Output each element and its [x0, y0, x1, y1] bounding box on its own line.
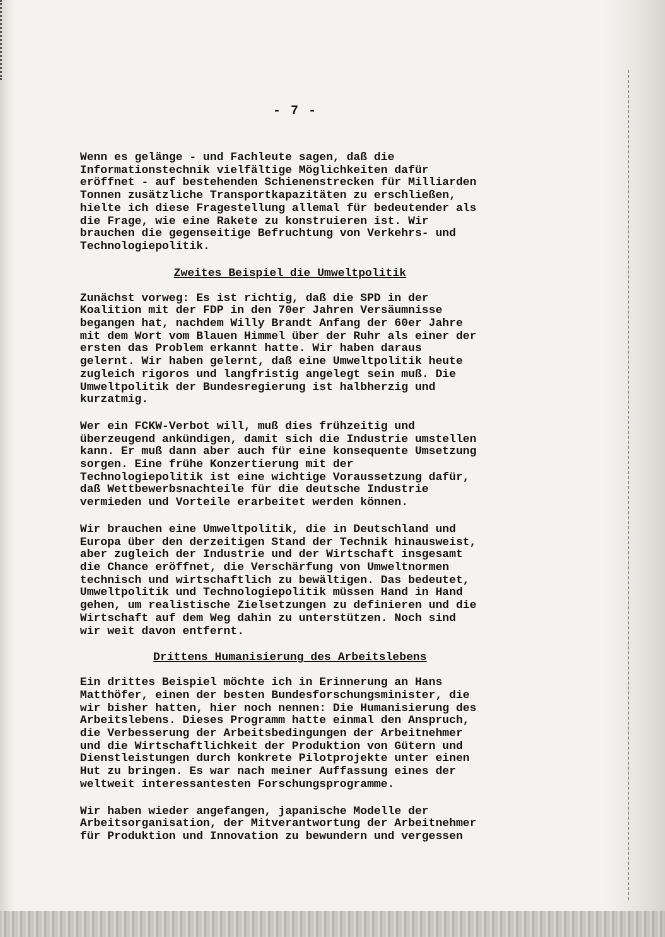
text-line: weltweit interessantesten Forschungsprogramme.	[80, 778, 395, 791]
text-line: und die Wirtschaftlichkeit der Produktion von Gütern und	[80, 740, 463, 753]
text-line: Technologiepolitik ist eine wichtige Voraussetzung dafür,	[80, 471, 470, 484]
text-line: hielte ich diese Fragestellung allemal für bedeutender als	[80, 202, 477, 215]
text-line: Matthöfer, einen der besten Bundesforschungsminister, die	[80, 689, 470, 702]
text-line: vermieden und Vorteile erarbeitet werden können.	[80, 497, 409, 510]
text-line: sorgen. Eine frühe Konzertierung mit der	[80, 459, 354, 472]
text-line: brauchen die gegenseitige Befruchtung von Verkehrs- und	[80, 228, 456, 241]
text-line: Wir haben wieder angefangen, japanische Modelle der	[80, 805, 429, 818]
text-line: ersten das Problem erkannt hatte. Wir haben daraus	[80, 343, 422, 356]
paragraph	[80, 293, 520, 407]
text-line: Wirtschaft auf dem Weg dahin zu unterstützen. Noch sind	[80, 612, 456, 625]
text-line: Dienstleistungen durch konkrete Pilotprojekte unter einen	[80, 753, 470, 766]
text-line: die Chance eröffnet, die Verschärfung von Umweltnormen	[80, 561, 450, 574]
scan-left-edge	[0, 0, 16, 937]
text-line: für Produktion und Innovation zu bewundern und vergessen	[80, 830, 463, 843]
text-line: eröffnet - auf bestehenden Schienenstrecken für Milliarden	[80, 177, 477, 190]
scan-left-punch-marks	[0, 0, 22, 80]
text-line: Wir brauchen eine Umweltpolitik, die in Deutschland und	[80, 523, 456, 536]
scan-right-fold-line	[628, 70, 629, 900]
text-line: technisch und wirtschaftlich zu bewältigen. Das bedeutet,	[80, 574, 470, 587]
paragraph	[80, 524, 520, 638]
text-line: Zunächst vorweg: Es ist richtig, daß die SPD in der	[80, 292, 429, 305]
text-line: Koalition mit der FDP in den 70er Jahren Versäumnisse	[80, 305, 443, 318]
paragraph	[80, 806, 520, 844]
text-line: aber zugleich der Industrie und der Wirtschaft insgesamt	[80, 549, 463, 562]
text-line: Hut zu bringen. Es war nach meiner Auffassung eines der	[80, 766, 456, 779]
paragraph	[80, 421, 520, 510]
text-line: Umweltpolitik der Bundesregierung ist halbherzig und	[80, 381, 436, 394]
text-line: kurzatmig.	[80, 394, 149, 407]
scan-bottom-edge	[0, 911, 665, 937]
text-line: gelernt. Wir haben gelernt, daß eine Umweltpolitik heute	[80, 356, 463, 369]
text-line: Tonnen zusätzliche Transportkapazitäten zu erschließen,	[80, 190, 456, 203]
text-line: Arbeitsorganisation, der Mitverantwortung der Arbeitnehmer	[80, 818, 477, 831]
text-line: gehen, um realistische Zielsetzungen zu definieren und die	[80, 600, 477, 613]
text-line: wir weit davon entfernt.	[80, 625, 245, 638]
paragraph	[80, 677, 520, 791]
text-line: Umweltpolitik und Technologiepolitik müssen Hand in Hand	[80, 587, 463, 600]
text-line: kann. Er muß dann aber auch für eine konsequente Umsetzung	[80, 446, 477, 459]
text-line: die Frage, wie eine Rakete zu konstruieren ist. Wir	[80, 215, 429, 228]
text-line: Informationstechnik vielfältige Möglichkeiten dafür	[80, 164, 429, 177]
text-line: Arbeitslebens. Dieses Programm hatte einmal den Anspruch,	[80, 715, 470, 728]
text-line: daß Wettbewerbsnachteile für die deutsche Industrie	[80, 484, 429, 497]
text-line: zugleich rigoros und langfristig angelegt sein muß. Die	[80, 368, 456, 381]
text-line: die Verbesserung der Arbeitsbedingungen der Arbeitnehmer	[80, 728, 463, 741]
document-body	[80, 152, 520, 858]
section-heading: Drittens Humanisierung des Arbeitslebens	[153, 652, 427, 665]
text-line: Wenn es gelänge - und Fachleute sagen, daß die	[80, 152, 395, 164]
scan-right-edge	[605, 0, 665, 937]
text-line: überzeugend ankündigen, damit sich die Industrie umstellen	[80, 433, 477, 446]
text-line: Technologiepolitik.	[80, 240, 210, 253]
paragraph	[80, 152, 520, 254]
text-line: wir bisher hatten, hier noch nennen: Die Humanisierung des	[80, 702, 477, 715]
text-line: begangen hat, nachdem Willy Brandt Anfang der 60er Jahre	[80, 318, 463, 331]
text-line: mit dem Wort vom Blauen Himmel über der Ruhr als einer der	[80, 330, 477, 343]
text-line: Wer ein FCKW-Verbot will, muß dies frühzeitig und	[80, 420, 415, 433]
section-heading: Zweites Beispiel die Umweltpolitik	[173, 267, 407, 280]
page-number: - 7 -	[272, 103, 317, 118]
text-line: Europa über den derzeitigen Stand der Technik hinausweist,	[80, 536, 477, 549]
text-line: Ein drittes Beispiel möchte ich in Erinnerung an Hans	[80, 677, 443, 690]
